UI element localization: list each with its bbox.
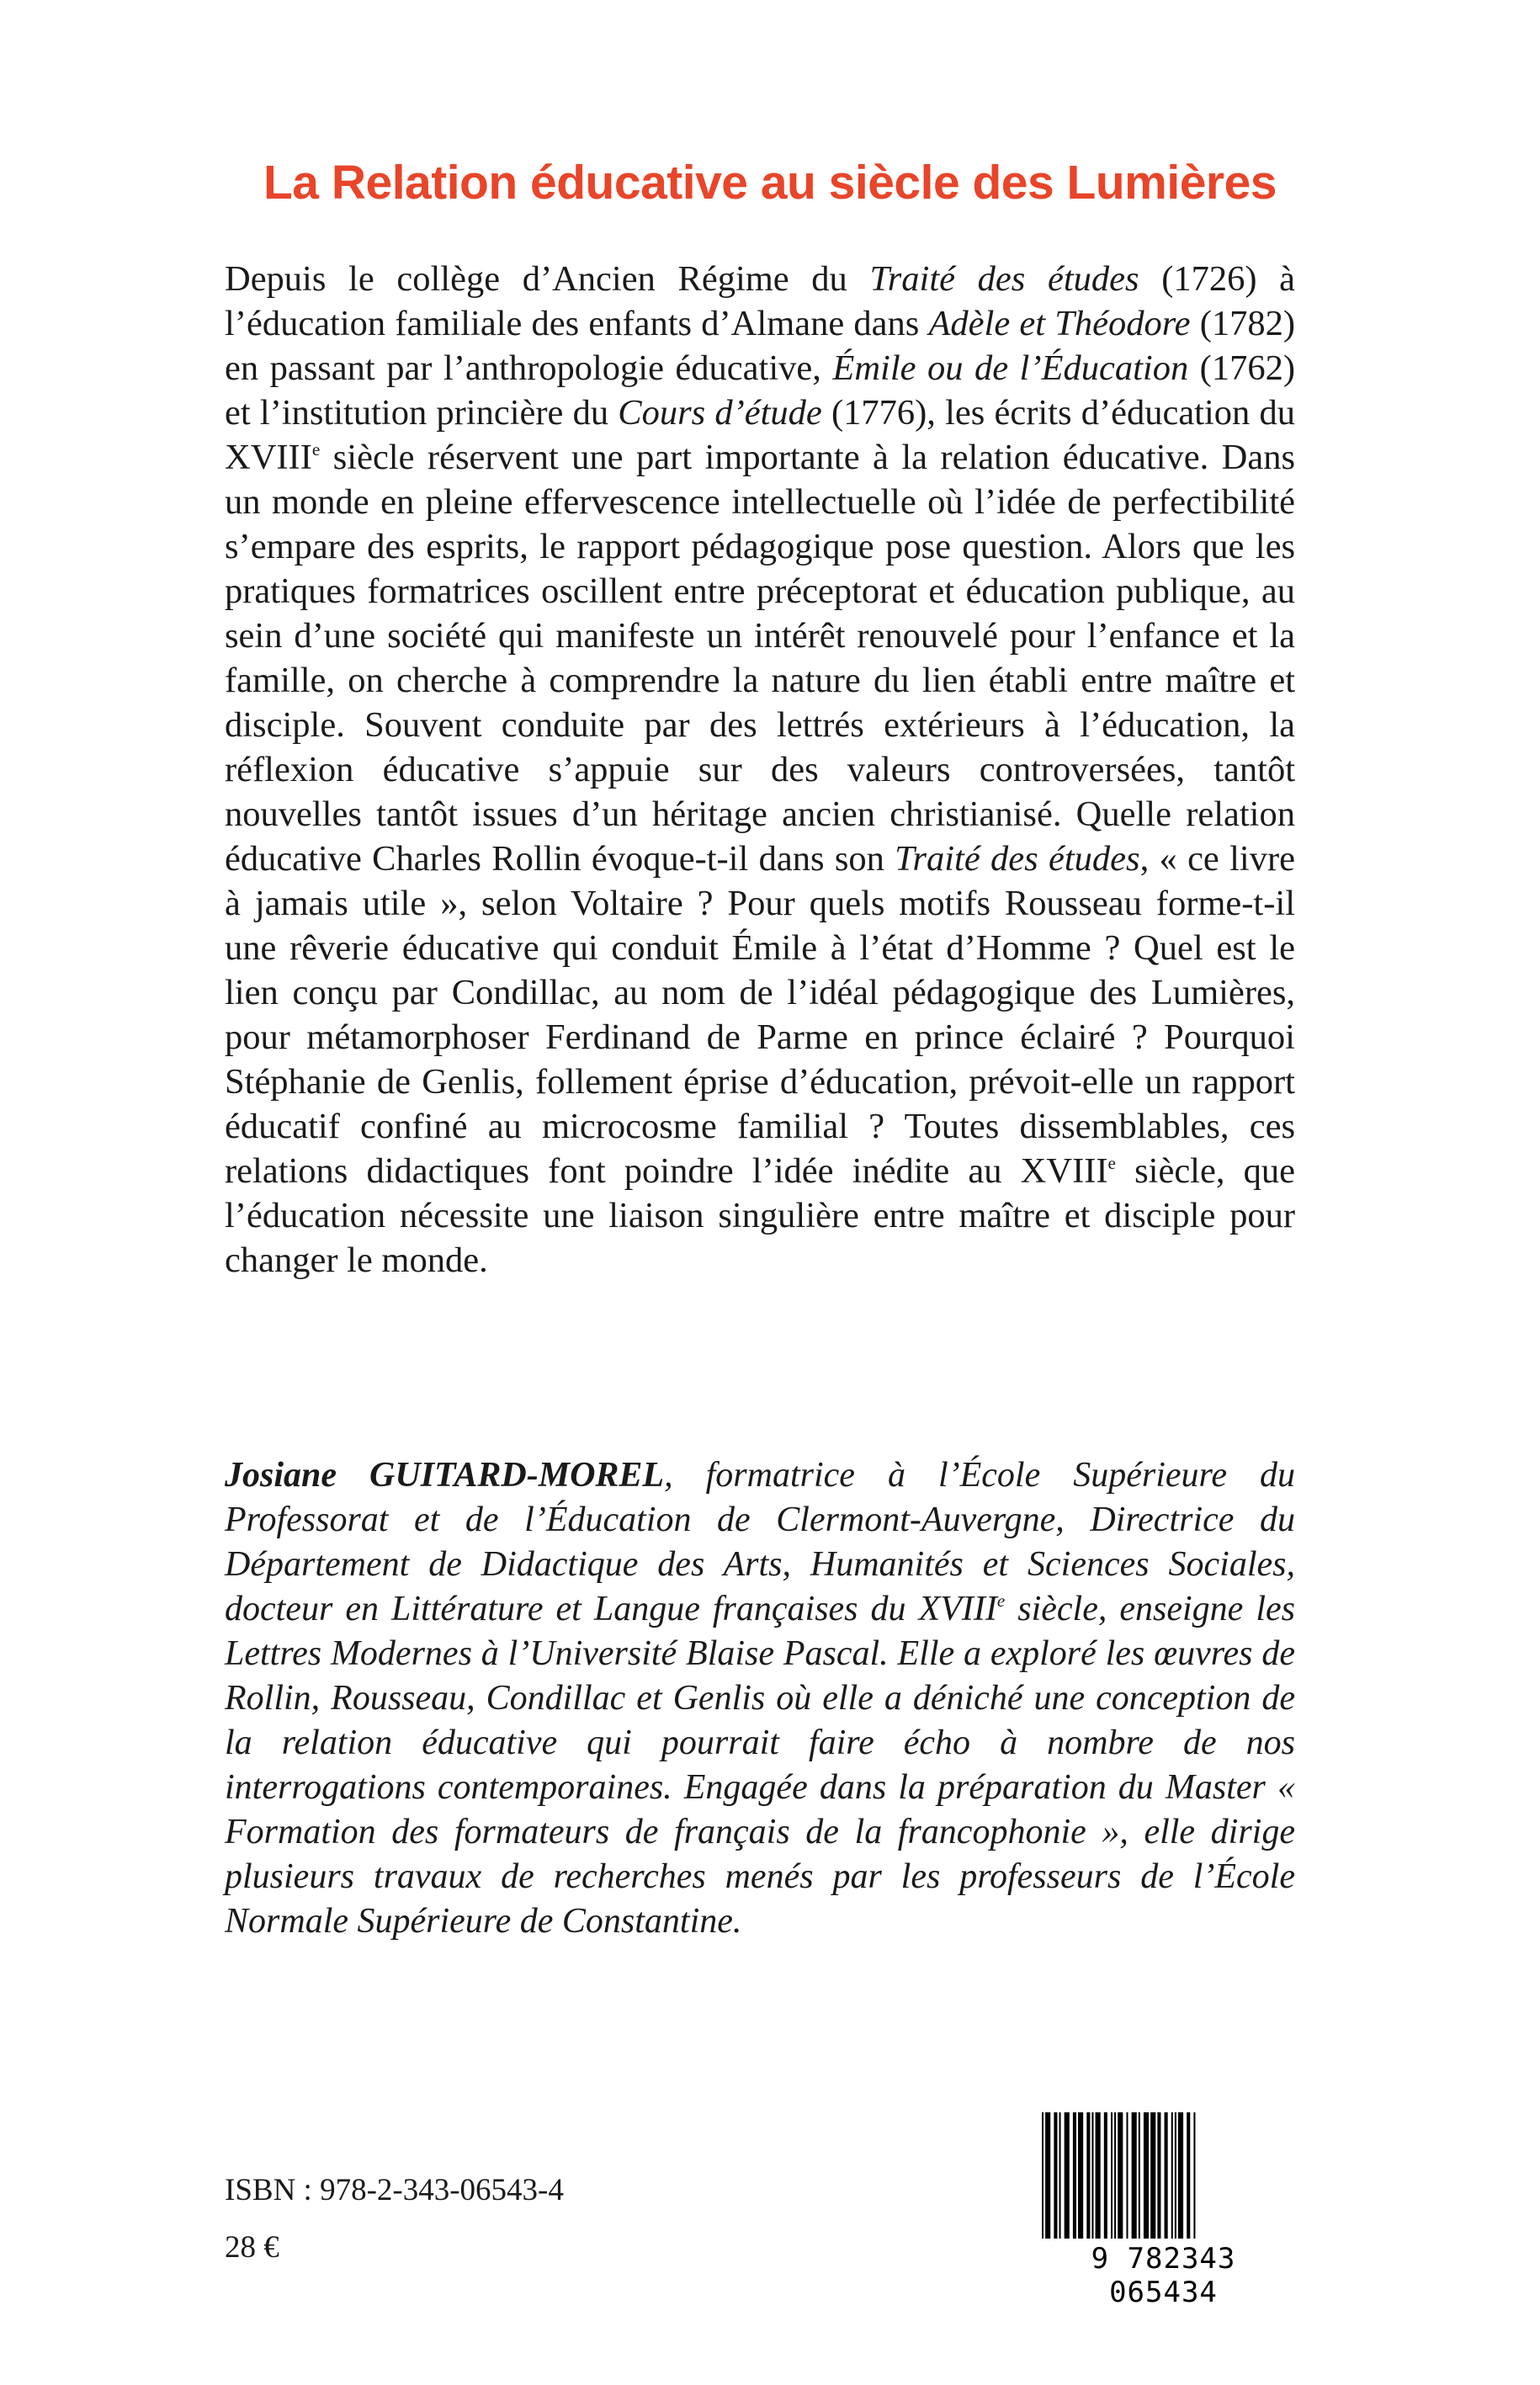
barcode-bar — [1132, 2112, 1137, 2239]
barcode-bar — [1175, 2112, 1176, 2239]
barcode-digits: 9 782343 065434 — [1091, 2242, 1236, 2309]
barcode-bar — [1165, 2112, 1168, 2239]
barcode-bar — [1065, 2112, 1070, 2239]
author-biography: Josiane GUITARD-MOREL, formatrice à l’École Supérieure du Professorat et de l’Éducation de Clermont-Auvergne, Directrice du Département de Didactique des Arts, Humanités et Sciences Sociales, docteur en Littérature et Langue françaises du XVIIIe siècle, enseigne les Lettres Modernes à l’Université Blaise Pascal. Elle a exploré les œuvres de Rollin, Rousseau, Condillac et Genlis où elle a déniché une conception de la relation éducative qui pourrait faire écho à nombre de nos interrogations contemporaines. Engagée dans la préparation du Master « Formation des formateurs de français de la francophonie », elle dirige plusieurs travaux de recherches menés par les professeurs de l’École Normale Supérieure de Constantine. — [225, 1456, 1296, 1941]
barcode-bar — [1104, 2112, 1107, 2239]
barcode-bar — [1045, 2112, 1050, 2239]
barcode-bar — [1111, 2112, 1113, 2239]
barcode-bar — [1150, 2112, 1155, 2239]
barcode-bar — [1073, 2112, 1076, 2239]
barcode-bar — [1126, 2112, 1128, 2239]
author-name: Josiane GUITARD-MOREL — [225, 1456, 665, 1495]
barcode-bar — [1096, 2112, 1101, 2239]
barcode-bar — [1193, 2112, 1195, 2239]
barcode-bar — [1114, 2112, 1116, 2239]
book-title: La Relation éducative au siècle des Lumières — [263, 156, 1277, 210]
barcode-bar — [1178, 2112, 1183, 2239]
barcode — [1031, 2111, 1296, 2309]
price: 28 € — [225, 2230, 279, 2265]
barcode-bar — [1139, 2112, 1140, 2239]
barcode-bar — [1059, 2112, 1061, 2239]
barcode-bar — [1157, 2112, 1160, 2239]
barcode-bar — [1042, 2112, 1043, 2239]
isbn: ISBN : 978-2-343-06543-4 — [225, 2173, 564, 2207]
barcode-bars — [1040, 2112, 1287, 2240]
barcode-bar — [1144, 2112, 1149, 2239]
barcode-bar — [1091, 2112, 1093, 2239]
barcode-bar — [1054, 2112, 1057, 2239]
barcode-bar — [1086, 2112, 1090, 2239]
barcode-bar — [1078, 2112, 1083, 2239]
back-cover-summary: Depuis le collège d’Ancien Régime du Traité des études (1726) à l’éducation familiale des enfants d’Almane dans Adèle et Théodore (1782) en passant par l’anthropologie éducative, Émile ou de l’Éducation (1762) et l’institution princière du Cours d’étude (1776), les écrits d’éducation du XVIIIe siècle réservent une part importante à la relation éducative. Dans un monde en pleine effervescence intellectuelle où l’idée de perfectibilité s’empare des esprits, le rapport pédagogique pose question. Alors que les pratiques formatrices oscillent entre préceptorat et éducation publique, au sein d’une société qui manifeste un intérêt renouvelé pour l’enfance et la famille, on cherche à comprendre la nature du lien établi entre maître et disciple. Souvent conduite par des lettrés extérieurs à l’éducation, la réflexion éducative s’appuie sur des valeurs controversées, tantôt nouvelles tantôt issues d’un héritage ancien christianisé. Quelle relation éducative Charles Rollin évoque-t-il dans son Traité des études, « ce livre à jamais utile », selon Voltaire ? Pour quels motifs Rousseau forme-t-il une rêverie éducative qui conduit Émile à l’état d’Homme ? Quel est le lien conçu par Condillac, au nom de l’idéal pédagogique des Lumières, pour métamorphoser Ferdinand de Parme en prince éclairé ? Pourquoi Stéphanie de Genlis, follement éprise d’éducation, prévoit-elle un rapport éducatif confiné au microcosme familial ? Toutes dissemblables, ces relations didactiques font poindre l’idée inédite au XVIIIe siècle, que l’éducation nécessite une liaison singulière entre maître et disciple pour changer le monde. — [225, 259, 1296, 1280]
barcode-bar — [1187, 2112, 1190, 2239]
barcode-bar — [1118, 2112, 1123, 2239]
barcode-bar — [1171, 2112, 1173, 2239]
